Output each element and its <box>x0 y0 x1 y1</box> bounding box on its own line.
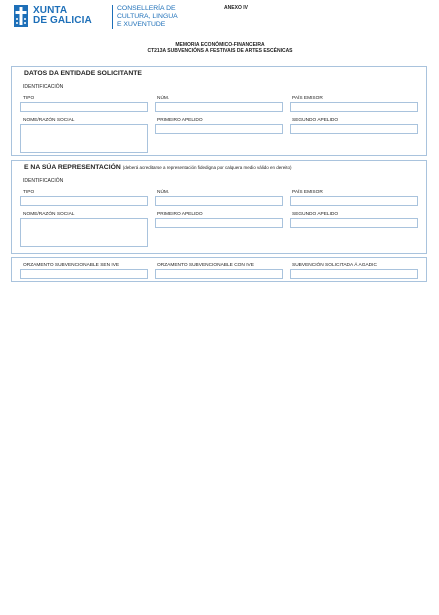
annex-label: ANEXO IV <box>224 5 248 11</box>
budget-section <box>11 257 427 282</box>
applicant-num-label: NÚM. <box>157 96 170 101</box>
applicant-identification-heading: IDENTIFICACIÓN <box>23 84 64 90</box>
representative-section <box>11 160 427 254</box>
applicant-surname1-label: PRIMEIRO APELIDO <box>157 118 203 123</box>
representative-note: (deberá acreditarse a representación fidedigna por calquera medio válido en dereito) <box>122 165 292 170</box>
logo-dept-line2: CULTURA, LINGUA <box>117 12 178 20</box>
logo-dept-line1: CONSELLERÍA DE <box>117 5 176 12</box>
applicant-num-field[interactable] <box>155 102 283 112</box>
logo-divider <box>112 5 113 29</box>
applicant-surname2-field[interactable] <box>290 124 418 134</box>
applicant-surname2-label: SEGUNDO APELIDO <box>292 118 339 123</box>
budget-no-vat-label: ORZAMENTO SUBVENCIONABLE SEN IVE <box>23 263 120 268</box>
representative-surname1-label: PRIMEIRO APELIDO <box>157 212 203 217</box>
applicant-section-title: DATOS DA ENTIDADE SOLICITANTE <box>24 70 142 77</box>
logo-line1: XUNTA <box>33 5 68 16</box>
budget-no-vat-field[interactable] <box>20 269 148 279</box>
applicant-tipo-label: TIPO <box>23 96 35 101</box>
representative-country-field[interactable] <box>290 196 418 206</box>
logo-name <box>33 6 92 26</box>
applicant-tipo-field[interactable] <box>20 102 148 112</box>
representative-num-label: NÚM. <box>157 190 170 195</box>
budget-vat-label: ORZAMENTO SUBVENCIONABLE CON IVE <box>157 263 254 268</box>
applicant-country-label: PAÍS EMISOR <box>292 96 323 101</box>
representative-num-field[interactable] <box>155 196 283 206</box>
logo-department <box>117 5 178 28</box>
representative-surname2-label: SEGUNDO APELIDO <box>292 212 339 217</box>
applicant-name-label: NOME/RAZÓN SOCIAL <box>23 118 75 123</box>
applicant-section <box>11 66 427 156</box>
representative-country-label: PAÍS EMISOR <box>292 190 323 195</box>
applicant-name-field[interactable] <box>20 124 148 153</box>
logo-line2: DE GALICIA <box>33 15 92 26</box>
representative-surname1-field[interactable] <box>155 218 283 228</box>
representative-surname2-field[interactable] <box>290 218 418 228</box>
budget-requested-field[interactable] <box>290 269 418 279</box>
representative-name-label: NOME/RAZÓN SOCIAL <box>23 212 75 217</box>
applicant-surname1-field[interactable] <box>155 124 283 134</box>
applicant-country-field[interactable] <box>290 102 418 112</box>
representative-identification-heading: IDENTIFICACIÓN <box>23 178 64 184</box>
representative-tipo-field[interactable] <box>20 196 148 206</box>
representative-tipo-label: TIPO <box>23 190 35 195</box>
xunta-emblem-icon <box>14 5 28 27</box>
representative-section-title <box>24 164 292 171</box>
budget-vat-field[interactable] <box>155 269 283 279</box>
xunta-logo <box>14 5 178 31</box>
representative-name-field[interactable] <box>20 218 148 247</box>
document-title: MEMORIA ECONÓMICO-FINANCEIRA <box>175 42 265 48</box>
logo-dept-line3: E XUVENTUDE <box>117 20 166 28</box>
document-subtitle: CT213A SUBVENCIÓNS A FESTIVAIS DE ARTES ESCÉNICAS <box>147 48 293 54</box>
budget-requested-label: SUBVENCIÓN SOLICITADA Á AGADIC <box>292 263 377 268</box>
representative-title-text: E NA SÚA REPRESENTACIÓN <box>24 164 121 171</box>
